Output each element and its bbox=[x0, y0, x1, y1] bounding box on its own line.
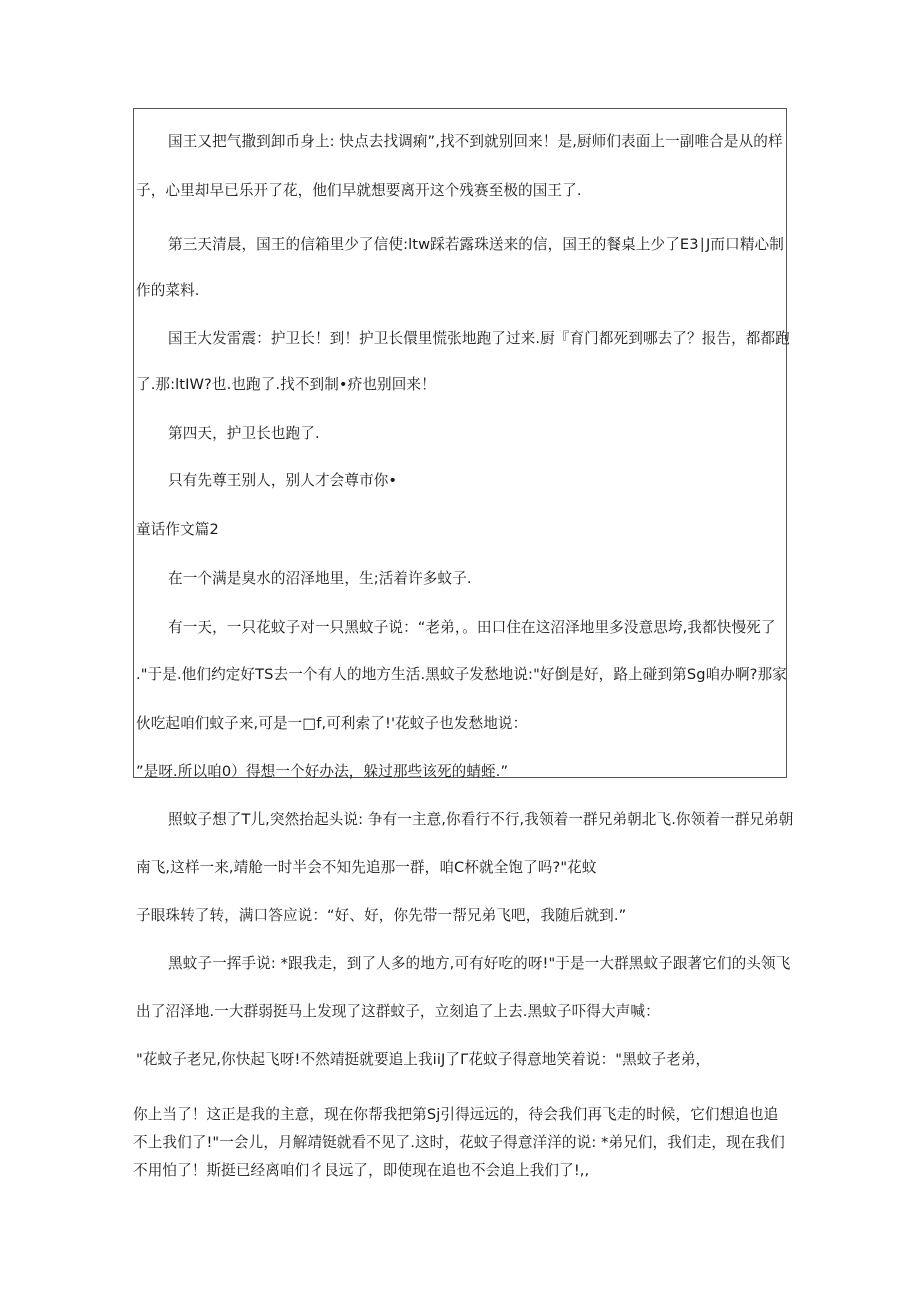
paragraph-line: 国王又把气撒到卸币身上: 快点去找调痢”,找不到就别回来！是,厨师们表面上一副唯合是从的样 bbox=[168, 133, 783, 150]
paragraph-line: 照蚊子想了T儿,突然抬起头说: 争有一主意,你看行不行,我领着一群兄弟朝北飞.你领着一群兄弟朝 bbox=[168, 811, 794, 828]
paragraph-line: "花蚊子老兄,你快起飞呀!不然靖挺就要追上我iiJ了Γ花蚊子得意地笑着说："黑蚊子老弟， bbox=[136, 1051, 711, 1068]
paragraph-line: 黑蚊子一挥手说: *跟我走，到了人多的地方,可有好吃的呀!"于是一大群黑蚊子跟著它们的头领飞 bbox=[168, 955, 791, 972]
paragraph-line: 在一个满是臭水的沼泽地里，生;活着许多蚊子. bbox=[168, 570, 472, 587]
paragraph-line: ”是呀.所以咱0）得想一个好办法，躲过那些该死的蜻蛭.” bbox=[136, 763, 509, 780]
paragraph-line: 作的菜料. bbox=[136, 282, 200, 299]
paragraph-line: 只有先尊王别人，别人才会尊市你• bbox=[168, 472, 398, 489]
paragraph-line: 有一天，一只花蚊子对一只黑蚊子说：“老弟，。田口住在这沼泽地里多没意思垮,我都快慢死了 bbox=[168, 619, 776, 636]
paragraph-line: 了.那:ltIW?也.也跑了.找不到制•疥也别回来！ bbox=[136, 376, 436, 393]
paragraph-line: 子眼珠转了转，满口答应说：“好、好，你先带一帮兄弟飞吧，我随后就到.” bbox=[136, 907, 627, 924]
section-heading: 童话作文篇2 bbox=[136, 521, 219, 538]
paragraph-line: 你上当了！这正是我的主意，现在你帮我把第Sj引得远远的，待会我们再飞走的时候，它们想追也追 bbox=[133, 1106, 779, 1123]
paragraph-line: 出了沼泽地.一大群弱挺马上发现了这群蚊子，立刻追了上去.黑蚊子吓得大声喊： bbox=[136, 1003, 660, 1020]
paragraph-line: 不上我们了!"一会儿，月解靖铤就看不见了.这时，花蚊子得意洋洋的说: *弟兄们，我们走，现在我们 bbox=[133, 1134, 785, 1151]
paragraph-line: 第三天清晨，国王的信箱里少了信使:ltw踩若露珠送来的信，国王的餐桌上少了E3∣J而口精心制 bbox=[168, 236, 784, 253]
paragraph-line: ."于是.他们约定好TS去一个有人的地方生活.黑蚊子发愁地说:"好倒是好，路上碰到第Sg咱办啊?那家 bbox=[136, 666, 787, 683]
paragraph-line: 南飞,这样一来,靖舱一时半会不知先追那一群，咱C杯就全饱了吗?"花蚊 bbox=[136, 859, 597, 876]
paragraph-line: 第四天，护卫长也跑了. bbox=[168, 425, 320, 442]
paragraph-line: 伙吃起咱们蚊子来,可是一□f,可利索了!'花蚊子也发愁地说： bbox=[136, 715, 528, 732]
paragraph-line: 不用怕了！斯挺已经离咱们彳艮远了，即使现在追也不会追上我们了!,, bbox=[133, 1162, 590, 1179]
paragraph-line: 子，心里却早已乐开了花，他们早就想要离开这个残赛至极的国王了. bbox=[136, 182, 582, 199]
paragraph-line: 国王大发雷震：护卫长！到！护卫长儇里慌张地跑了过来.厨『育门都死到哪去了？报告，都都跑 bbox=[168, 330, 790, 347]
